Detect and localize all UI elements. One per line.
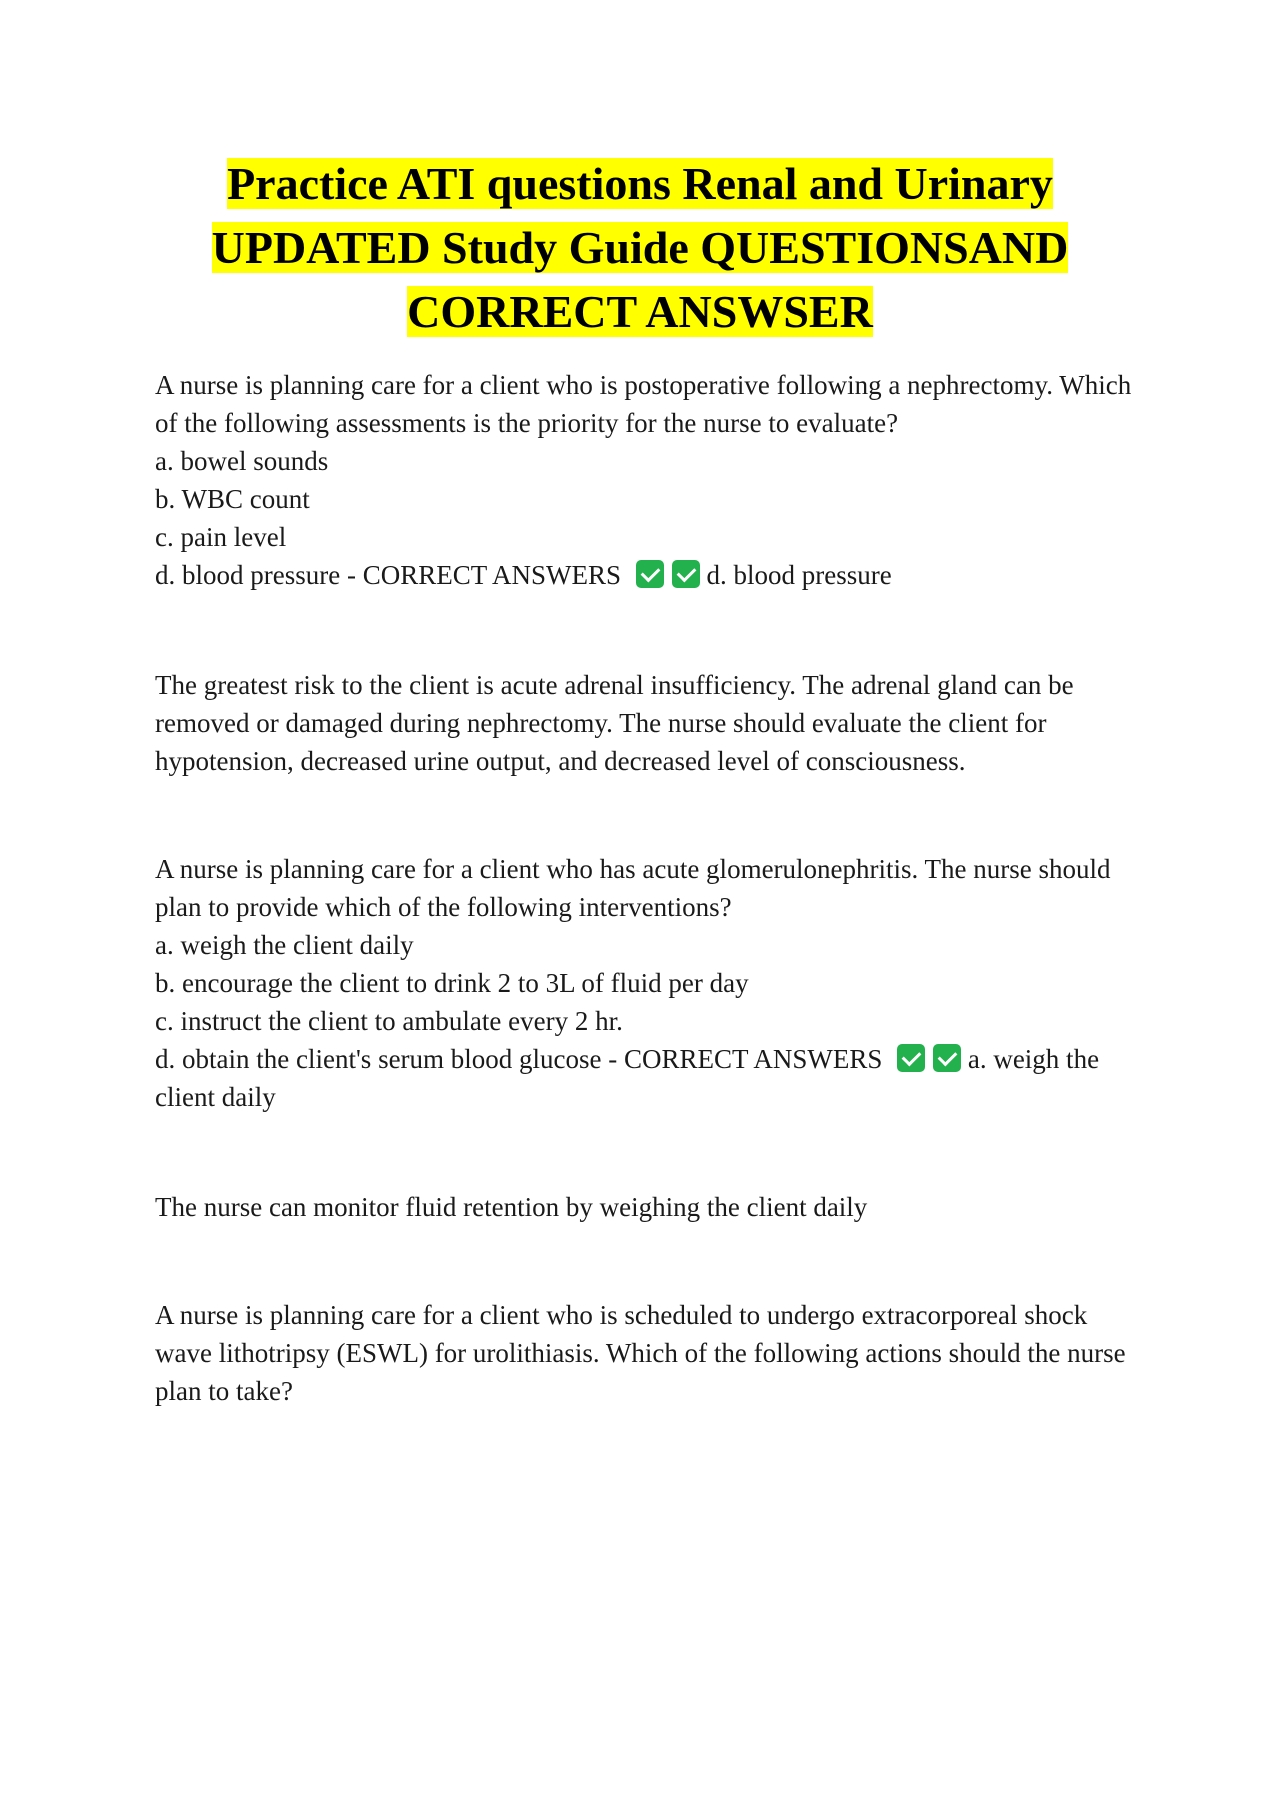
check-box-icon [897, 1044, 925, 1072]
question-2-rationale: The nurse can monitor fluid retention by weighing the client daily [155, 1192, 868, 1222]
title-line-1: Practice ATI questions Renal and Urinary [227, 158, 1053, 209]
question-2-answer: a. weigh the client daily [155, 1044, 1100, 1112]
question-2-option-c: c. instruct the client to ambulate every 2 hr. [155, 1006, 623, 1036]
question-1-answer: d. blood pressure [706, 560, 892, 590]
question-2-option-a: a. weigh the client daily [155, 930, 414, 960]
correct-answers-label: CORRECT ANSWERS [624, 1044, 883, 1074]
question-1-option-c: c. pain level [155, 522, 287, 552]
document-title [140, 152, 1140, 344]
question-2-answer-line [155, 1040, 1140, 1116]
question-1-answer-line [155, 556, 1140, 594]
check-box-icon [672, 560, 700, 588]
question-2-option-b: b. encourage the client to drink 2 to 3L of fluid per day [155, 968, 749, 998]
check-box-icon [933, 1044, 961, 1072]
question-3-stem: A nurse is planning care for a client who is scheduled to undergo extracorporeal shock wave lithotripsy (ESWL) for urolithiasis. Which of the following actions should the nurse plan to take? [155, 1300, 1126, 1406]
question-1-option-b: b. WBC count [155, 484, 310, 514]
correct-answers-label: CORRECT ANSWERS [362, 560, 622, 590]
title-line-2: UPDATED Study Guide QUESTIONSAND [211, 222, 1069, 273]
question-1-option-a: a. bowel sounds [155, 446, 329, 476]
question-2-option-d: d. obtain the client's serum blood glucose - [155, 1044, 618, 1074]
document-body [155, 366, 1140, 1410]
question-1-stem: A nurse is planning care for a client who is postoperative following a nephrectomy. Which of the following assessments is the priority for the nurse to evaluate? [155, 370, 1132, 438]
question-2-stem: A nurse is planning care for a client who has acute glomerulonephritis. The nurse should plan to provide which of the following interventions? [155, 854, 1111, 922]
title-line-3: CORRECT ANSWSER [407, 286, 873, 337]
question-1-option-d: d. blood pressure - [155, 560, 356, 590]
check-box-icon [636, 560, 664, 588]
question-1-rationale: The greatest risk to the client is acute adrenal insufficiency. The adrenal gland can be removed or damaged during nephrectomy. The nurse should evaluate the client for hypotension, decreased urine output, and decreased level of consciousness. [155, 670, 1074, 776]
